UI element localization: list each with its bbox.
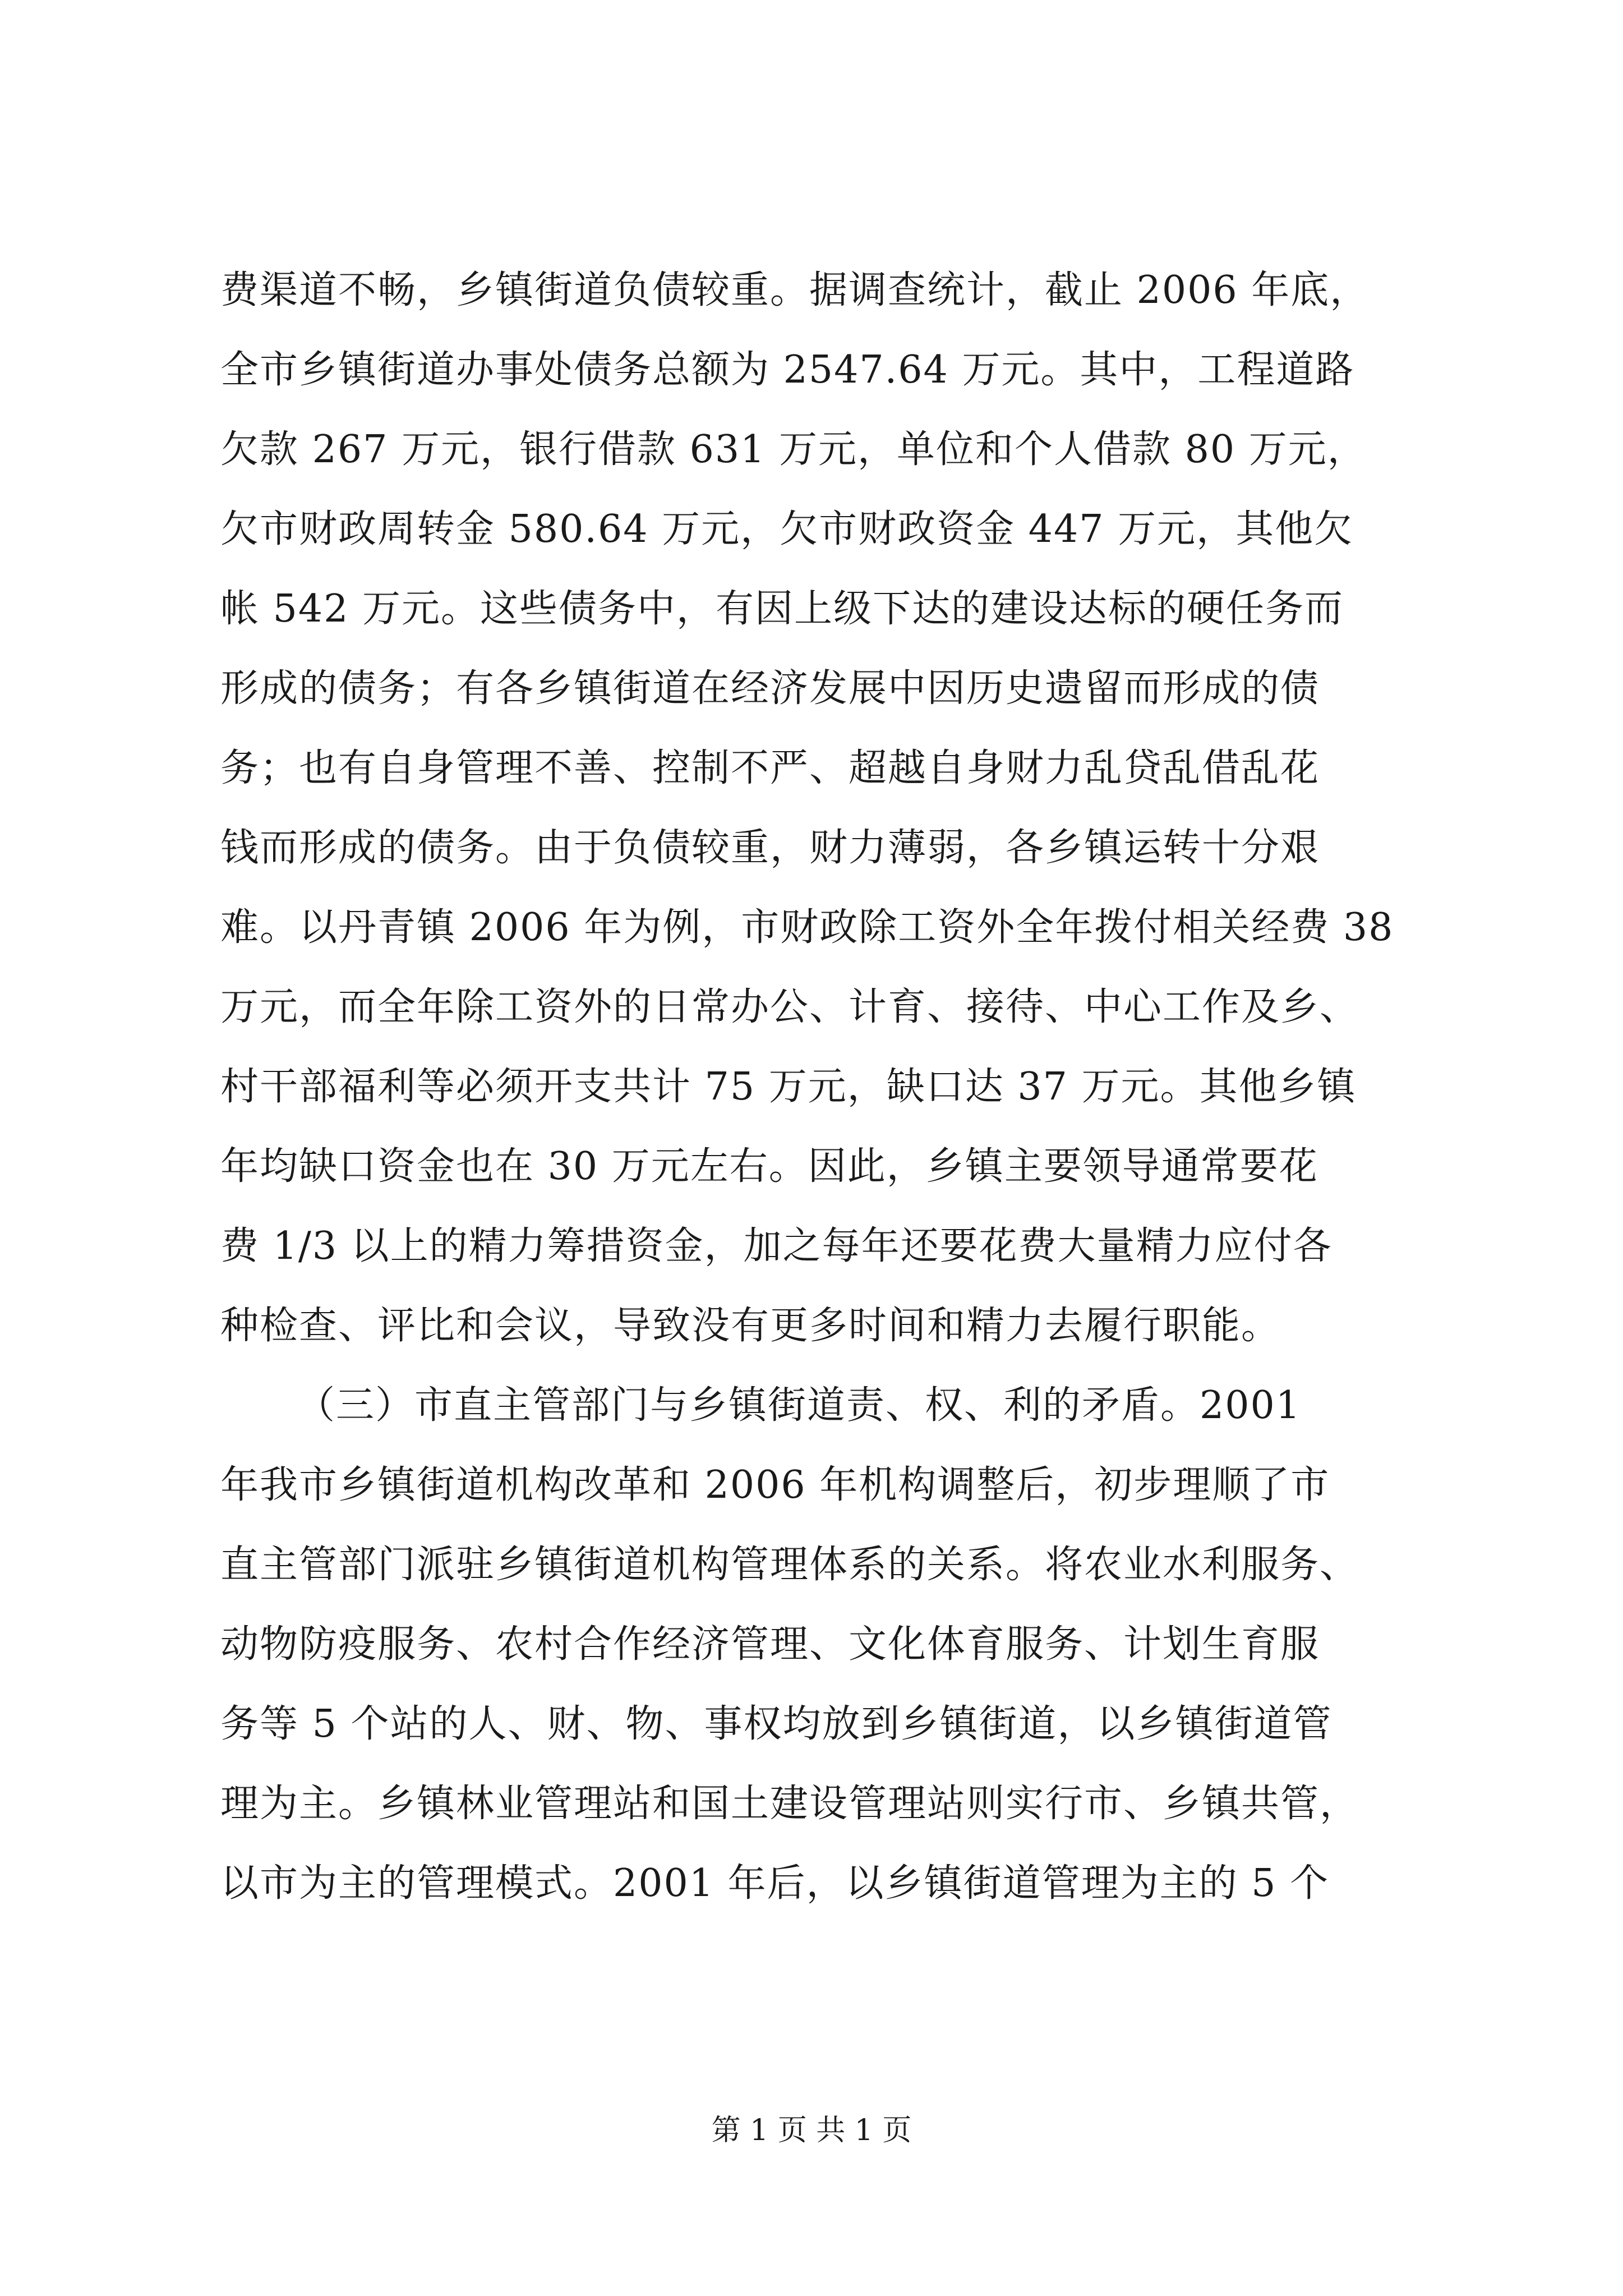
text-line-10: 万元，而全年除工资外的日常办公、计育、接待、中心工作及乡、 [220,985,1359,1029]
page-footer: 第 1 页 共 1 页 [711,2114,912,2147]
text-line-1: 费渠道不畅，乡镇街道负债较重。据调查统计，截止 2006 年底， [220,268,1370,312]
text-line-20: 理为主。乡镇林业管理站和国土建设管理站则实行市、乡镇共管， [220,1782,1359,1826]
text-line-12: 年均缺口资金也在 30 万元左右。因此，乡镇主要领导通常要花 [220,1144,1318,1189]
text-line-9: 难。以丹青镇 2006 年为例，市财政除工资外全年拨付相关经费 38 [220,905,1394,950]
text-line-8: 钱而形成的债务。由于负债较重，财力薄弱，各乡镇运转十分艰 [220,826,1320,870]
text-line-11: 村干部福利等必须开支共计 75 万元，缺口达 37 万元。其他乡镇 [220,1065,1357,1109]
text-line-21: 以市为主的管理模式。2001 年后，以乡镇街道管理为主的 5 个 [220,1861,1330,1906]
text-line-4: 欠市财政周转金 580.64 万元，欠市财政资金 447 万元，其他欠 [220,507,1354,551]
text-line-3: 欠款 267 万元，银行借款 631 万元，单位和个人借款 80 万元， [220,427,1367,472]
text-line-2: 全市乡镇街道办事处债务总额为 2547.64 万元。其中，工程道路 [220,348,1355,392]
text-line-5: 帐 542 万元。这些债务中，有因上级下达的建设达标的硬任务而 [220,587,1344,631]
text-line-7: 务；也有自身管理不善、控制不严、超越自身财力乱贷乱借乱花 [220,746,1320,790]
text-line-18: 动物防疫服务、农村合作经济管理、文化体育服务、计划生育服 [220,1622,1320,1667]
text-line-14: 种检查、评比和会议，导致没有更多时间和精力去履行职能。 [220,1304,1281,1348]
text-line-16: 年我市乡镇街道机构改革和 2006 年机构调整后，初步理顺了市 [220,1463,1330,1507]
text-line-17: 直主管部门派驻乡镇街道机构管理体系的关系。将农业水利服务、 [220,1543,1359,1587]
text-line-19: 务等 5 个站的人、财、物、事权均放到乡镇街道，以乡镇街道管 [220,1702,1332,1746]
text-line-13: 费 1/3 以上的精力筹措资金，加之每年还要花费大量精力应付各 [220,1224,1332,1268]
section-heading-line: （三）市直主管部门与乡镇街道责、权、利的矛盾。2001 [297,1383,1302,1428]
text-line-6: 形成的债务；有各乡镇街道在经济发展中因历史遗留而形成的债 [220,666,1320,711]
